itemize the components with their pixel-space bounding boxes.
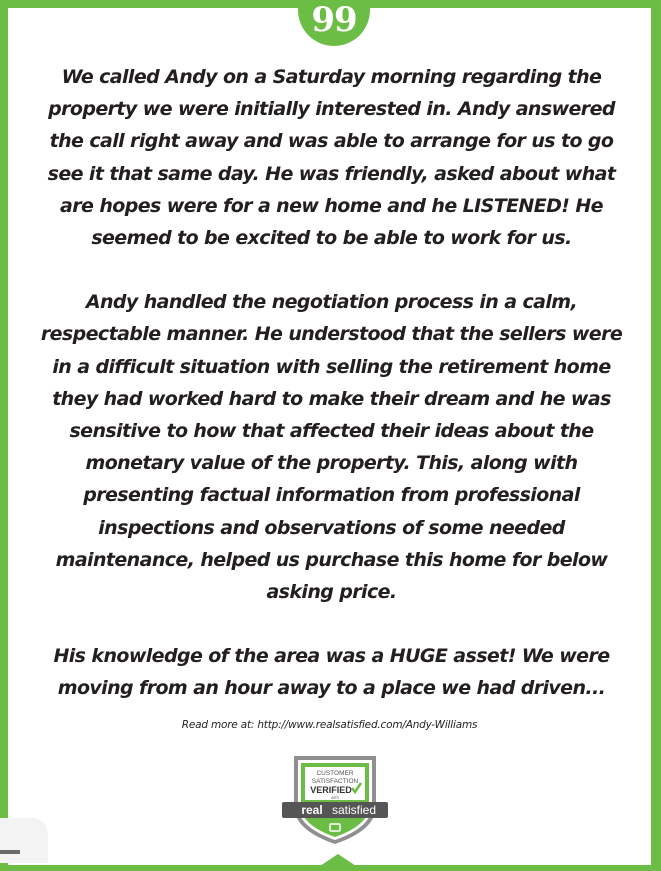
corner-tab[interactable]	[0, 818, 48, 863]
text-line: We called Andy on a Saturday morning regarding the	[61, 66, 602, 88]
seal-brand-light: satisfied	[331, 803, 377, 817]
minus-icon[interactable]	[0, 850, 20, 854]
bottom-notch	[320, 852, 356, 866]
text-line: moving from an hour away to a place we had driven...	[57, 677, 606, 700]
seal-line-verified: VERIFIED	[310, 785, 352, 795]
text-line: presenting factual information from professional	[83, 484, 580, 507]
text-line: His knowledge of the area was a HUGE asset! We were	[53, 645, 610, 668]
text-line: Andy handled the negotiation process in a calm,	[85, 291, 578, 314]
text-line: in a difficult situation with selling the retirement home	[52, 355, 611, 378]
text-line: see it that same day. He was friendly, asked about what	[47, 162, 616, 185]
text-line: maintenance, helped us purchase this home for below	[55, 548, 608, 571]
read-more-link[interactable]: Read more at: http://www.realsatisfied.com/Andy-Williams	[181, 719, 478, 731]
text-line: monetary value of the property. This, along with	[85, 452, 578, 475]
text-line: sensitive to how that affected their ideas about the	[69, 420, 594, 443]
testimonial-paragraph-1	[26, 61, 637, 254]
testimonial-paragraph-2	[26, 286, 637, 608]
text-line: inspections and observations of some needed	[98, 516, 565, 539]
testimonial-paragraph-3	[26, 640, 637, 704]
quote-mark-icon: 99	[298, 0, 370, 46]
realsatisfied-verified-seal	[280, 752, 390, 846]
seal-brand-bold: real	[301, 803, 323, 817]
seal-line-customer: CUSTOMER	[316, 770, 354, 777]
testimonial-text	[26, 61, 637, 705]
text-line: asking price.	[266, 581, 397, 604]
text-line: are hopes were for a new home and he LISTENED! He	[60, 194, 603, 217]
text-line: seemed to be excited to be able to work for us.	[91, 227, 572, 250]
text-line: the call right away and was able to arrange for us to go	[49, 130, 614, 153]
seal-line-satisfaction: SATISFACTION	[311, 778, 359, 785]
testimonial-card	[8, 0, 651, 865]
text-line: they had worked hard to make their dream and he was	[52, 387, 611, 410]
seal-line-with: with	[330, 795, 340, 800]
text-line: property we were initially interested in. Andy answered	[48, 98, 615, 121]
text-line: respectable manner. He understood that the sellers were	[40, 323, 623, 346]
